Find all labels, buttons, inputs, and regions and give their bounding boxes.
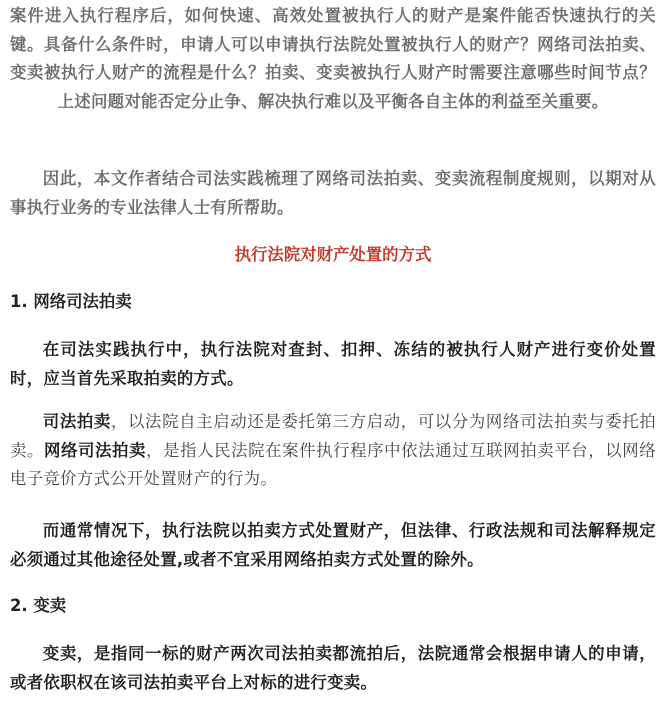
auction-paragraph-1: 在司法实践执行中，执行法院对查封、扣押、冻结的被执行人财产进行变价处置时，应当首先采取拍卖的方式。 — [10, 340, 656, 388]
purpose-paragraph: 因此，本文作者结合司法实践梳理了网络司法拍卖、变卖流程制度规则，以期对从事执行业务的专业法律人士有所帮助。 — [10, 169, 656, 217]
intro-paragraph: 案件进入执行程序后，如何快速、高效处置被执行人的财产是案件能否快速执行的关键。具备什么条件时，申请人可以申请执行法院处置被执行人的财产？网络司法拍卖、变卖被执行人财产的流程是什么？拍卖、变卖被执行人财产时需要注意哪些时间节点？上述问题对能否定分止争、解决执行难以及平衡各自主体的利益至关重要。 — [10, 6, 656, 111]
auction-paragraph-3: 而通常情况下，执行法院以拍卖方式处置财产，但法律、行政法规和司法解释规定必须通过其他途径处置,或者不宜采用网络拍卖方式处置的除外。 — [10, 521, 656, 569]
section-heading-sale: 2. 变卖 — [10, 596, 67, 615]
auction-paragraph-2 — [10, 408, 656, 494]
term-judicial-auction: 司法拍卖 — [42, 412, 111, 431]
auction-paragraph-2-text-2: ，是指人民法院在案件执行程序中依法通过互联网拍卖平台，以网络电子竞价方式公开处置财产的行为。 — [10, 440, 656, 488]
auction-paragraph-2-text-1: ，以法院自主启动还是委托第三方启动，可以分为网络司法拍卖与委托拍卖。 — [10, 412, 656, 460]
section-heading-auction: 1. 网络司法拍卖 — [10, 292, 132, 311]
sale-paragraph-1: 变卖，是指同一标的财产两次司法拍卖都流拍后，法院通常会根据申请人的申请，或者依职权在该司法拍卖平台上对标的进行变卖。 — [10, 644, 656, 692]
term-online-judicial-auction: 网络司法拍卖 — [44, 440, 147, 460]
section-title: 执行法院对财产处置的方式 — [234, 245, 432, 264]
